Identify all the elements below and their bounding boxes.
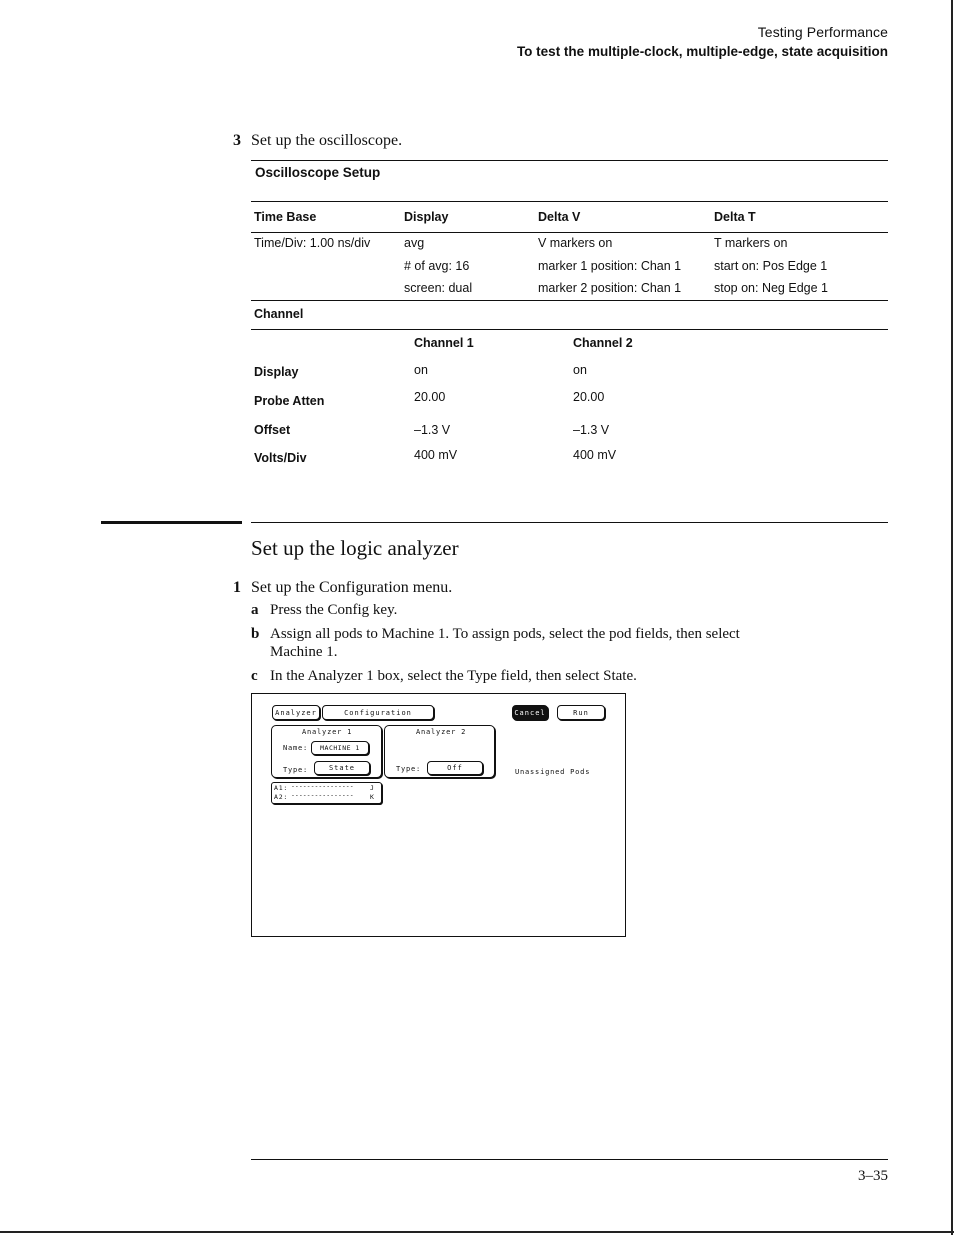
- footer-rule: [251, 1159, 888, 1160]
- page-border-bottom: [0, 1231, 954, 1233]
- name-label: Name:: [283, 744, 309, 752]
- table-title: Oscilloscope Setup: [255, 165, 381, 180]
- substep-text: In the Analyzer 1 box, select the Type field, then select State.: [270, 668, 637, 684]
- pod-j-label: J: [370, 784, 375, 792]
- table-cell: T markers on: [714, 236, 788, 250]
- step-number: 1: [233, 579, 241, 596]
- row-label: Display: [254, 365, 299, 379]
- table-cell: 20.00: [414, 390, 446, 404]
- pod-a1-bits: ----------------: [291, 782, 354, 790]
- table-top-rule: [251, 160, 888, 161]
- page-number: 3–35: [858, 1168, 888, 1184]
- column-header: Delta T: [714, 210, 756, 224]
- analyzer-1-type-field[interactable]: State: [314, 761, 370, 775]
- substep-text: Assign all pods to Machine 1. To assign pods, select the pod fields, then select: [270, 626, 740, 642]
- type-label: Type:: [396, 765, 422, 773]
- analyzer-2-type-field[interactable]: Off: [427, 761, 483, 775]
- substep-letter: b: [251, 626, 260, 642]
- row-label: Probe Atten: [254, 394, 325, 408]
- substep-letter: c: [251, 668, 258, 684]
- configuration-screen: [251, 693, 626, 937]
- analyzer-2-box: [384, 725, 495, 778]
- table-cell: screen: dual: [404, 281, 473, 295]
- section-heading: Set up the logic analyzer: [251, 536, 459, 560]
- table-cell: –1.3 V: [573, 423, 610, 437]
- chapter-title: Testing Performance: [757, 24, 888, 40]
- table-cell: # of avg: 16: [404, 259, 470, 273]
- column-header: Delta V: [538, 210, 581, 224]
- page-border-right: [951, 0, 953, 1235]
- table-cell: marker 2 position: Chan 1: [538, 281, 682, 295]
- column-header: Display: [404, 210, 449, 224]
- table-cell: Time/Div: 1.00 ns/div: [254, 236, 371, 250]
- name-field[interactable]: MACHINE 1: [311, 741, 369, 755]
- table-cell: –1.3 V: [414, 423, 451, 437]
- analyzer-1-title: Analyzer 1: [302, 728, 353, 736]
- run-button[interactable]: Run: [557, 705, 605, 720]
- cancel-button[interactable]: Cancel: [512, 705, 548, 720]
- pod-k-label: K: [370, 793, 375, 801]
- step-text: Set up the oscilloscope.: [251, 132, 403, 149]
- channel-section-label: Channel: [254, 307, 304, 321]
- pod-a2-bits: ----------------: [291, 791, 354, 799]
- table-rule: [251, 300, 888, 301]
- column-header: Time Base: [254, 210, 317, 224]
- analyzer-button[interactable]: Analyzer: [272, 705, 320, 720]
- table-cell: stop on: Neg Edge 1: [714, 281, 828, 295]
- pod-a1-label: A1:: [274, 784, 289, 792]
- channel-header: Channel 1: [414, 336, 474, 350]
- section-marker-bar: [101, 521, 242, 524]
- substep-text-continued: Machine 1.: [270, 644, 338, 660]
- row-label: Offset: [254, 423, 291, 437]
- table-cell: start on: Pos Edge 1: [714, 259, 828, 273]
- section-subtitle: To test the multiple-clock, multiple-edge, state acquisition: [516, 44, 888, 59]
- table-rule: [251, 232, 888, 233]
- table-cell: 20.00: [573, 390, 605, 404]
- table-cell: on: [414, 363, 428, 377]
- table-rule: [251, 329, 888, 330]
- step-text: Set up the Configuration menu.: [251, 579, 453, 596]
- table-cell: avg: [404, 236, 425, 250]
- table-cell: 400 mV: [573, 448, 617, 462]
- type-label: Type:: [283, 766, 309, 774]
- configuration-button[interactable]: Configuration: [322, 705, 434, 720]
- row-label: Volts/Div: [254, 451, 307, 465]
- table-cell: marker 1 position: Chan 1: [538, 259, 682, 273]
- pod-a2-label: A2:: [274, 793, 289, 801]
- analyzer-1-box: [271, 725, 382, 778]
- unassigned-pods-label: Unassigned Pods: [515, 768, 591, 776]
- channel-header: Channel 2: [573, 336, 633, 350]
- table-cell: on: [573, 363, 587, 377]
- analyzer-2-title: Analyzer 2: [416, 728, 467, 736]
- table-cell: V markers on: [538, 236, 613, 250]
- step-number: 3: [233, 132, 241, 149]
- substep-letter: a: [251, 602, 259, 618]
- pod-assignment-box[interactable]: [271, 782, 382, 804]
- table-rule: [251, 201, 888, 202]
- substep-text: Press the Config key.: [270, 602, 398, 618]
- table-cell: 400 mV: [414, 448, 458, 462]
- section-rule: [251, 522, 888, 523]
